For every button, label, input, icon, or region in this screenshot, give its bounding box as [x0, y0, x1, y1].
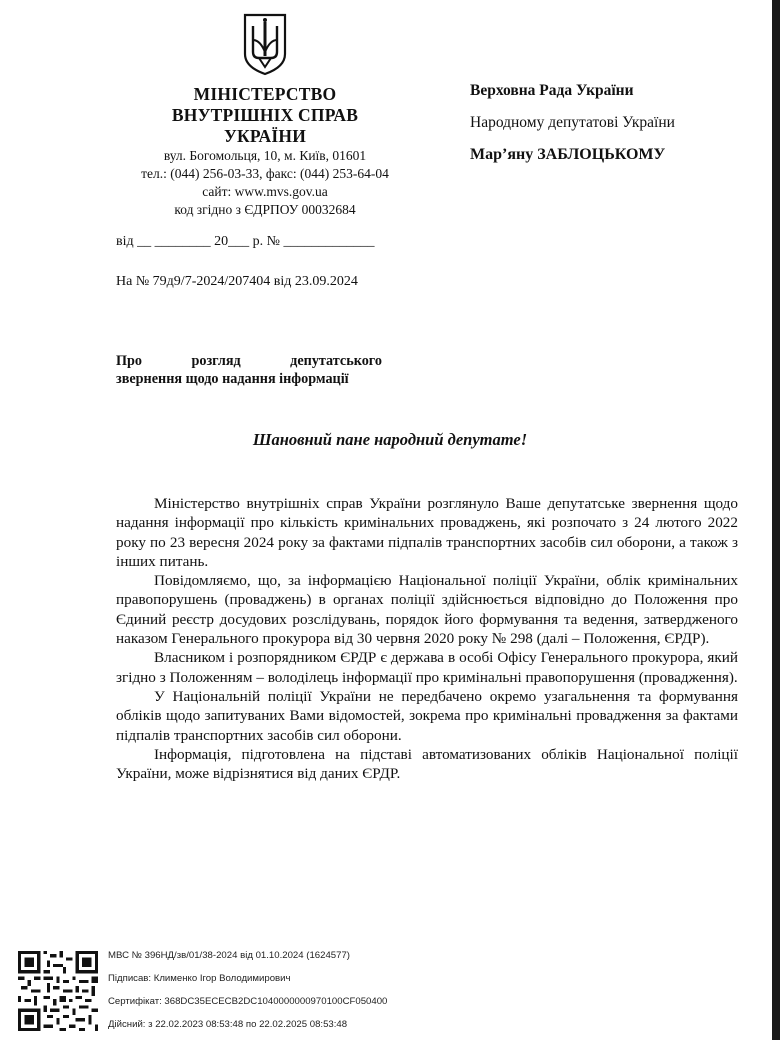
body-paragraph: Інформація, підготовлена на підставі автоматизованих обліків Національної поліції України, може відрізнятися від даних ЄРДР. [116, 745, 738, 783]
ministry-name-line3: УКРАЇНИ [223, 126, 307, 146]
sender-address: вул. Богомольця, 10, м. Київ, 01601 [163, 148, 367, 163]
sender-website: сайт: www.mvs.gov.ua [202, 184, 328, 199]
signature-validity: Дійсний: з 22.02.2023 08:53:48 по 22.02.2025 08:53:48 [108, 1019, 348, 1030]
signature-doc-number: МВС № 396НД/зв/01/38-2024 від 01.10.2024 (1624577) [108, 950, 351, 961]
page-edge-shadow [772, 0, 780, 1040]
recipient-institution: Верховна Рада України [470, 82, 634, 99]
salutation: Шановний пане народний депутате! [252, 430, 528, 449]
letter-body [116, 494, 738, 783]
body-paragraph: Власником і розпорядником ЄРДР є держава в особі Офісу Генерального прокурора, який згідно з Положенням – володілець інформації про кримінальні правопорушення (провадження). [116, 649, 738, 686]
subject-line2: звернення щодо надання інформації [116, 371, 349, 387]
body-paragraph: Міністерство внутрішніх справ України розглянуло Ваше депутатське звернення щодо надання інформації про кількість кримінальних проваджень, які розпочато з 24 лютого 2022 року по 23 вересня 2024 року за фактами підпалів транспортних засобів сил оборони, а також з інших питань. [116, 495, 738, 570]
registration-line: від __ ________ 20___ р. № _____________ [116, 234, 375, 249]
sender-block [96, 84, 434, 219]
signature-signer: Підписав: Клименко Ігор Володимирович [108, 973, 291, 984]
ministry-name-line1: МІНІСТЕРСТВО [193, 84, 337, 104]
sender-phone-fax: тел.: (044) 256-03-33, факс: (044) 253-64-04 [141, 166, 389, 181]
sender-edrpou-code: код згідно з ЄДРПОУ 00032684 [174, 202, 356, 217]
qr-code-icon [18, 950, 98, 1032]
trident-emblem-icon [242, 12, 288, 76]
ministry-name-line2: ВНУТРІШНІХ СПРАВ [171, 105, 359, 125]
subject-block [116, 352, 382, 388]
body-paragraph: У Національній поліції України не передбачено окремо узагальнення та формування обліків щодо запитуваних Вами відомостей, зокрема про кримінальні провадження за фактами підпалів транспортних засобів сил оборони. [116, 687, 738, 744]
body-paragraph: Повідомляємо, що, за інформацією Національної поліції України, облік кримінальних правопорушень (проваджень) в органах поліції здійснюється відповідно до Положення про Єдиний реєстр досудових розслідувань, порядок його формування та ведення, затвердженого наказом Генерального прокурора від 30 червня 2020 року № 298 (далі – Положення, ЄРДР). [116, 572, 738, 648]
recipient-name: Мар’яну ЗАБЛОЦЬКОМУ [470, 146, 666, 163]
recipient-position: Народному депутатові України [470, 114, 675, 131]
signature-certificate: Сертифікат: 368DC35ECECB2DC1040000000970100CF050400 [108, 996, 388, 1007]
reference-line: На № 79д9/7-2024/207404 від 23.09.2024 [116, 274, 358, 289]
subject-line1: Про розгляд депутатського [116, 353, 382, 369]
